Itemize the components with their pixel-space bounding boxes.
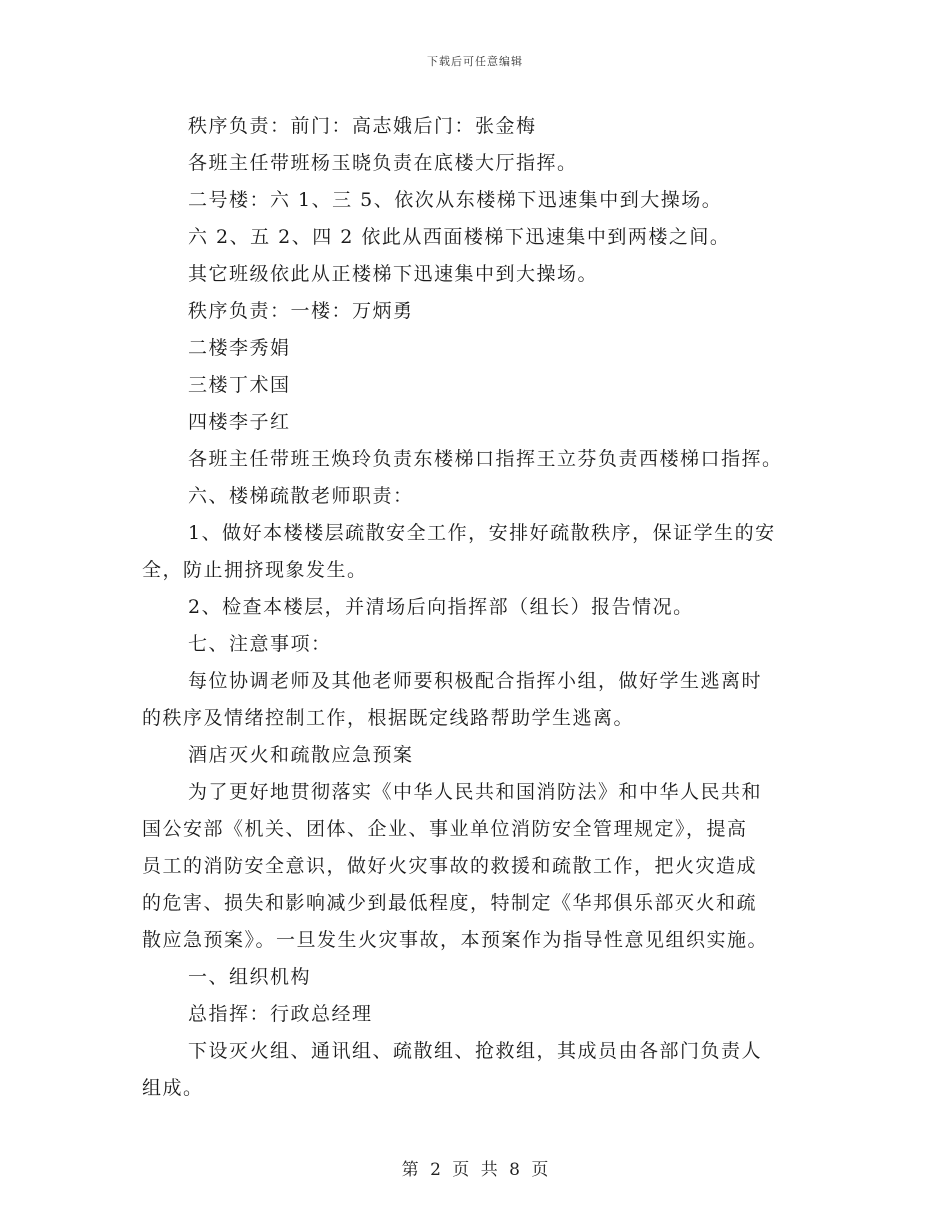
- text-line: 一、组织机构: [188, 966, 312, 988]
- text-line: 员工的消防安全意识，做好火灾事故的救援和疏散工作，把火灾造成: [142, 855, 758, 877]
- text-line: 为了更好地贯彻落实《中华人民共和国消防法》和中华人民共和: [188, 781, 763, 803]
- page-header: 下载后可任意编辑: [427, 55, 523, 68]
- text-line: 六、楼梯疏散老师职责：: [188, 485, 414, 507]
- text-line: 各班主任带班王焕玲负责东楼梯口指挥王立芬负责西楼梯口指挥。: [188, 448, 783, 470]
- document-body: [142, 108, 814, 1107]
- text-line: 国公安部《机关、团体、企业、事业单位消防安全管理规定》，提高: [142, 818, 748, 840]
- text-line: 散应急预案》。一旦发生火灾事故，本预案作为指导性意见组织实施。: [142, 929, 769, 951]
- text-line: 酒店灭火和疏散应急预案: [188, 744, 414, 766]
- text-line: 七、注意事项：: [188, 633, 332, 655]
- text-line: 1、做好本楼楼层疏散安全工作，安排好疏散秩序，保证学生的安: [188, 522, 776, 544]
- text-line: 2、检查本楼层，并清场后向指挥部（组长）报告情况。: [188, 596, 694, 618]
- text-line: 二号楼：六 1、三 5、依次从东楼梯下迅速集中到大操场。: [188, 189, 723, 211]
- text-line: 六 2、五 2、四 2 依此从西面楼梯下迅速集中到两楼之间。: [188, 226, 731, 248]
- text-line: 各班主任带班杨玉晓负责在底楼大厅指挥。: [188, 152, 578, 174]
- text-line: 四楼李子红: [188, 411, 291, 433]
- text-line: 其它班级依此从正楼梯下迅速集中到大操场。: [188, 263, 599, 285]
- text-line: 每位协调老师及其他老师要积极配合指挥小组，做好学生逃离时: [188, 670, 763, 692]
- text-line: 总指挥：行政总经理: [188, 1003, 373, 1025]
- text-line: 秩序负责：前门：高志娥后门：张金梅: [188, 115, 537, 137]
- page-footer: 第 2 页 共 8 页: [401, 1160, 549, 1180]
- text-line: 的秩序及情绪控制工作，根据既定线路帮助学生逃离。: [142, 707, 635, 729]
- text-line: 全，防止拥挤现象发生。: [142, 559, 368, 581]
- text-line: 秩序负责：一楼：万炳勇: [188, 300, 414, 322]
- text-line: 三楼丁术国: [188, 374, 291, 396]
- text-line: 的危害、损失和影响减少到最低程度，特制定《华邦俱乐部灭火和疏: [142, 892, 758, 914]
- text-line: 组成。: [142, 1077, 204, 1099]
- text-line: 下设灭火组、通讯组、疏散组、抢救组，其成员由各部门负责人: [188, 1040, 763, 1062]
- text-line: 二楼李秀娟: [188, 337, 291, 359]
